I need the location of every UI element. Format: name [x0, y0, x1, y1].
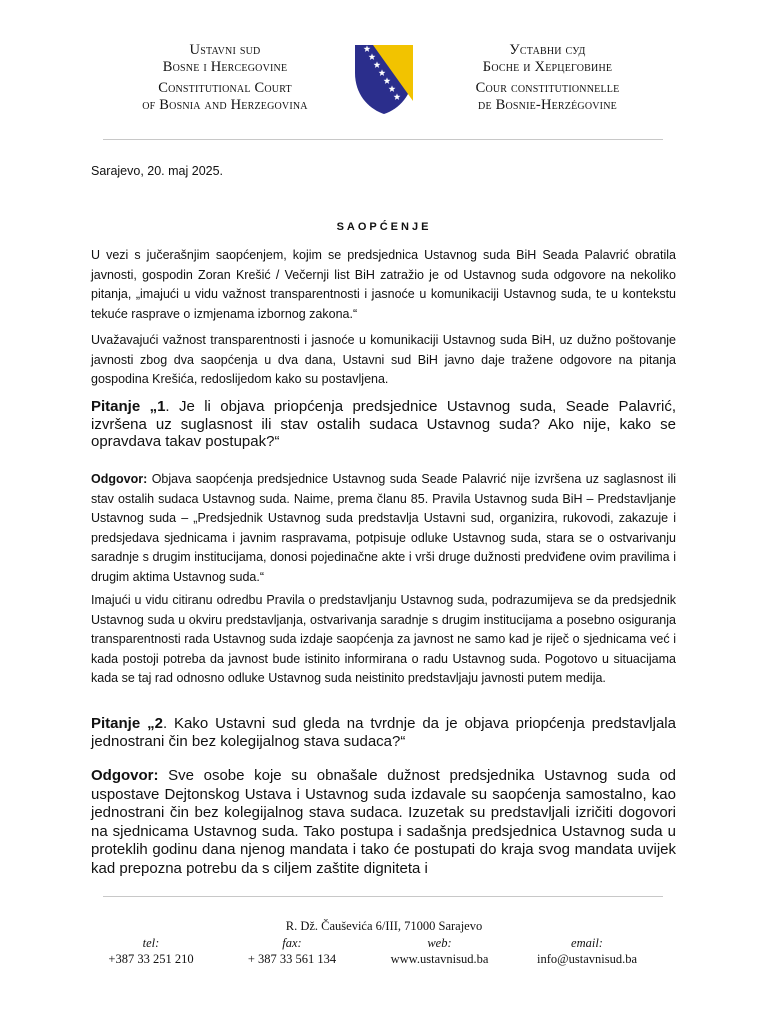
question-1: [91, 398, 676, 451]
document-date: Sarajevo, 20. maj 2025.: [91, 164, 224, 178]
footer-label: web:: [427, 936, 452, 950]
coat-of-arms-icon: [353, 43, 415, 115]
footer-address: R. Dž. Čauševića 6/III, 71000 Sarajevo: [285, 919, 483, 933]
paragraph-context: Uvažavajući važnost transparentnosti i jasnoće u komunikaciji Ustavnog suda BiH, uz dužno poštovanje javnosti zbog dva saopćenja u dva dana, Ustavni sud BiH javno daje tražene odgovore na pitanja gospodina Krešića, redoslijedom kako su postavljena.: [91, 333, 676, 387]
court-name-line: Constitutional Court: [158, 80, 292, 96]
email-link[interactable]: info@ustavnisud.ba: [536, 952, 638, 966]
court-name-latin: [110, 42, 340, 114]
document-title: SAOPĆENJE: [336, 221, 432, 233]
paragraph-intro: U vezi s jučerašnjim saopćenjem, kojim se predsjednica Ustavnog suda BiH Seada Palavrić obratila javnosti, gospodin Zoran Krešić / Večernji list BiH zatražio je od Ustavnog suda odgovore na nekoliko pitanja, „imajući u vidu važnost transparentnosti i jasnoće u komunikaciji Ustavnog suda, te u kontekstu tekuće rasprave o izmjenama izbornog zakona.“: [91, 248, 676, 321]
footer-label: tel:: [142, 936, 160, 950]
answer-text: Sve osobe koje su obnašale dužnost predsjednika Ustavnog suda od uspostave Dejtonskog Ustava i Ustavnog suda izdavale su saopćenja samostalno, kao jednostrani čin bez kolegijalnog stava sudaca. Izuzetak su predstavljali izričiti dogovori na sjednicama Ustavnog suda. Tako postupa i sadašnja predsjednica Ustavnog suda u proteklih godinu dana njenog mandata i tako će postupati do kraja svog mandata uvijek kad prepozna potrebu da s ciljem zaštite digniteta i: [91, 767, 676, 877]
question-text: . Je li objava priopćenja predsjednice Ustavnog suda, Seade Palavrić, izvršena uz suglasnost ili stav ostalih sudaca Ustavnog suda? Ako nije, kako se opravdava takav postupak?“: [91, 398, 676, 450]
court-name-other: [430, 42, 665, 114]
court-name-line: Ustavni sud: [189, 42, 261, 58]
footer-value: + 387 33 561 134: [247, 952, 337, 966]
website-link[interactable]: www.ustavnisud.ba: [390, 952, 489, 966]
answer-2: [91, 767, 676, 879]
question-2: [91, 715, 676, 750]
court-name-line: Cour constitutionnelle: [475, 80, 620, 96]
footer-label: email:: [571, 936, 603, 950]
footer-divider: [103, 896, 663, 897]
footer-value: +387 33 251 210: [108, 952, 194, 966]
court-name-line: de Bosnie-Herzégovine: [478, 97, 617, 113]
question-label: Pitanje „2: [91, 715, 163, 732]
footer-fax: [232, 935, 352, 967]
court-name-line: Уставни суд: [509, 42, 586, 58]
court-name-line: Босне и Херцеговине: [482, 59, 613, 75]
header-divider: [103, 139, 663, 140]
question-label: Pitanje „1: [91, 398, 166, 415]
footer-label: fax:: [282, 936, 302, 950]
court-name-line: of Bosnia and Herzegovina: [142, 97, 308, 113]
paragraph-explanation: Imajući u vidu citiranu odredbu Pravila o predstavljanju Ustavnog suda, podrazumijeva se da predsjednik Ustavnog suda u okviru predstavljanja, ostvarivanja saradnje s drugim institucijama a posebno osiguranja transparentnosti rada Ustavnog suda izdaje saopćenja za javnost ne samo kad je riječ o sjednicama već i kada postoji potreba da javnost bude istinito informirana o radu Ustavnog suda. Pogotovo u situacijama kada se taj rad odnosno odluke Ustavnog suda neistinito predstavljaju javnosti putem medija.: [91, 593, 676, 686]
court-name-line: Bosne i Hercegovine: [162, 59, 288, 75]
footer-web[interactable]: [377, 935, 502, 967]
question-text: . Kako Ustavni sud gleda na tvrdnje da je objava priopćenja predstavljala jednostrani čin bez kolegijalnog stava sudaca?“: [91, 715, 676, 750]
answer-text: Objava saopćenja predsjednice Ustavnog suda Seade Palavrić nije izvršena uz saglasnost ili stav ostalih sudaca Ustavnog suda. Naime, prema članu 85. Pravila Ustavnog suda BiH – Predstavljanje Ustavnog suda – „Predsjednik Ustavnog suda predstavlja Ustavni sud, organizira, rukovodi, zakazuje i predsjedava sjednicama i javnim raspravama, potpisuje odluke Ustavnog suda, stara se o ostvarivanju saradnje s drugim institucijama, donosi pojedinačne akte i vrši druge dužnosti predviđene ovim pravilima i drugim aktima Ustavnog suda.“: [91, 472, 676, 584]
answer-label: Odgovor:: [91, 767, 159, 784]
answer-label: Odgovor:: [91, 472, 148, 486]
footer-email[interactable]: [527, 935, 647, 967]
footer-tel: [96, 935, 206, 967]
answer-1: [91, 470, 676, 588]
